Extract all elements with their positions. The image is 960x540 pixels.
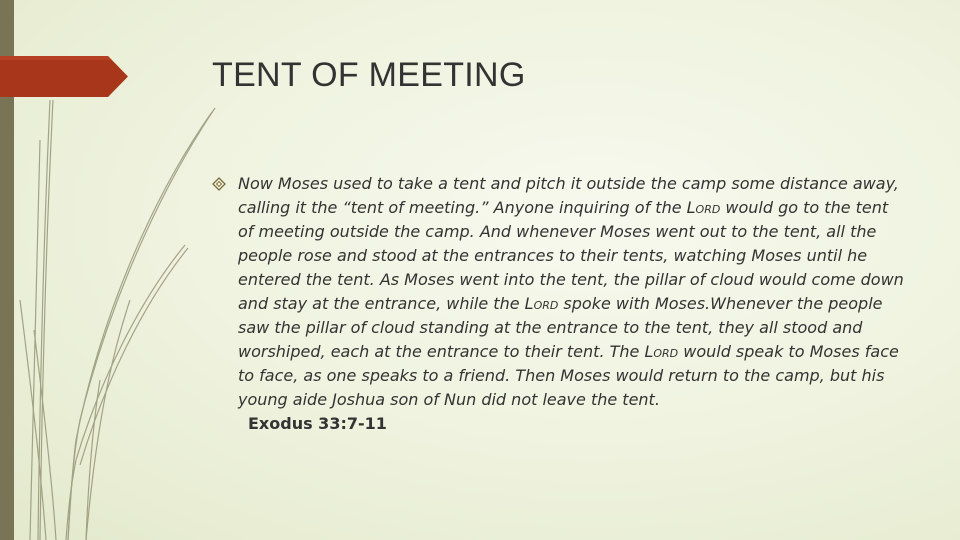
scripture-reference: Exodus 33:7-11: [248, 414, 387, 433]
verse-lord: Lord: [644, 342, 679, 361]
verse-text: would speak to Moses face to face, as one speaks to a friend. Then Moses would return to the camp, but his young aide Joshua son of Nun did not leave the tent.: [238, 342, 899, 409]
verse-text: spoke with Moses.Whenever the people saw the pillar of cloud standing at the entrance to the tent, they all stood and worshiped, each at the entrance to their tent. The: [238, 294, 883, 361]
scripture-verse: [238, 172, 906, 412]
verse-text: would go to the tent of meeting outside the camp. And whenever Moses went out to the tent, all the people rose and stood at the entrances to their tents, watching Moses until he entered the tent. As Moses went into the tent, the pillar of cloud would come down and stay at the entrance, while the: [238, 198, 904, 313]
diamond-outline-icon: [212, 177, 226, 191]
content-body: [212, 172, 906, 436]
slide-title: TENT OF MEETING: [212, 56, 526, 94]
verse-lord: Lord: [524, 294, 559, 313]
verse-lord: Lord: [686, 198, 721, 217]
title-accent-tab: [0, 56, 128, 97]
verse-text: Now Moses used to take a tent and pitch it outside the camp some distance away, calling it the “tent of meeting.” Anyone inquiring of the: [238, 174, 899, 217]
